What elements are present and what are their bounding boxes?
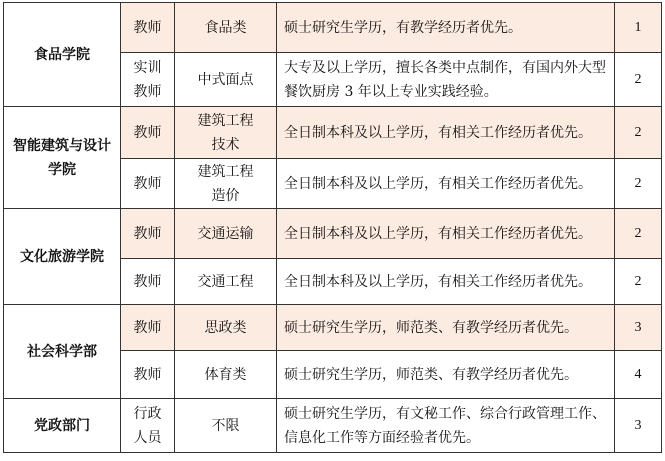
position-cell <box>121 53 175 107</box>
table-row <box>4 107 662 159</box>
table-row <box>4 3 662 53</box>
requirement-cell: 硕士研究生学历，有教学经历者优先。 <box>277 3 615 53</box>
count-cell: 1 <box>615 3 662 53</box>
position-cell: 教师 <box>121 259 175 305</box>
major-cell <box>175 107 277 159</box>
dept-cell: 食品学院 <box>4 3 121 107</box>
count-cell: 2 <box>615 53 662 107</box>
position-cell: 教师 <box>121 209 175 259</box>
requirement-cell: 全日制本科及以上学历，有相关工作经历者优先。 <box>277 259 615 305</box>
position-cell: 教师 <box>121 107 175 159</box>
dept-cell: 党政部门 <box>4 399 121 453</box>
position-text: 行政 人员 <box>133 405 162 446</box>
table-row <box>4 305 662 351</box>
major-cell: 体育类 <box>175 351 277 399</box>
major-cell: 不限 <box>175 399 277 453</box>
major-cell: 交通运输 <box>175 209 277 259</box>
position-cell <box>121 399 175 453</box>
count-cell: 3 <box>615 399 662 453</box>
requirement-cell: 硕士研究生学历，师范类、有教学经历者优先。 <box>277 351 615 399</box>
requirement-cell: 硕士研究生学历，师范类、有教学经历者优先。 <box>277 305 615 351</box>
position-cell: 教师 <box>121 159 175 209</box>
major-cell: 交通工程 <box>175 259 277 305</box>
major-cell: 思政类 <box>175 305 277 351</box>
table-row <box>4 209 662 259</box>
dept-cell: 智能建筑与设计学院 <box>4 107 121 209</box>
requirement-cell: 全日制本科及以上学历，有相关工作经历者优先。 <box>277 209 615 259</box>
count-cell: 4 <box>615 351 662 399</box>
major-text: 建筑工程 技术 <box>197 112 254 153</box>
count-cell: 3 <box>615 305 662 351</box>
table-row <box>4 399 662 453</box>
major-cell: 食品类 <box>175 3 277 53</box>
count-cell: 2 <box>615 159 662 209</box>
requirement-cell: 全日制本科及以上学历，有相关工作经历者优先。 <box>277 159 615 209</box>
requirement-cell: 大专及以上学历，擅长各类中点制作，有国内外大型餐饮厨房 3 年以上专业实践经验。 <box>277 53 615 107</box>
major-text: 建筑工程 造价 <box>197 163 254 204</box>
requirement-cell: 全日制本科及以上学历，有相关工作经历者优先。 <box>277 107 615 159</box>
major-cell <box>175 159 277 209</box>
count-cell: 2 <box>615 259 662 305</box>
requirement-cell: 硕士研究生学历，有文秘工作、综合行政管理工作、信息化工作等方面经验者优先。 <box>277 399 615 453</box>
position-cell: 教师 <box>121 305 175 351</box>
position-cell: 教师 <box>121 3 175 53</box>
dept-cell: 文化旅游学院 <box>4 209 121 305</box>
position-text: 实训 教师 <box>133 59 162 100</box>
dept-cell: 社会科学部 <box>4 305 121 399</box>
count-cell: 2 <box>615 107 662 159</box>
position-cell: 教师 <box>121 351 175 399</box>
major-cell: 中式面点 <box>175 53 277 107</box>
count-cell: 2 <box>615 209 662 259</box>
recruitment-table <box>3 2 662 453</box>
